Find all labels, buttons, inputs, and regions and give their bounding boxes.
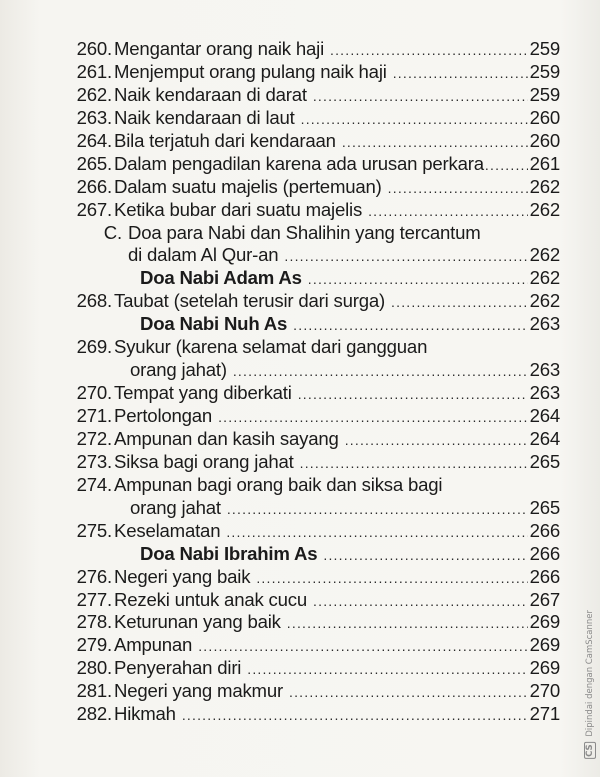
entry-title: di dalam Al Qur-an: [128, 244, 279, 266]
entry-page: 263: [529, 382, 560, 404]
dot-leader: [323, 544, 527, 567]
subsection-heading: [62, 267, 560, 290]
dot-leader: [287, 612, 528, 635]
entry-title: Negeri yang baik: [114, 565, 251, 587]
dot-leader: [313, 590, 528, 613]
entry-page: 264: [529, 405, 560, 426]
dot-leader: [342, 131, 528, 154]
toc-entry: [62, 382, 560, 405]
entry-page: 262: [529, 175, 560, 197]
entry-title: Pertolongan: [114, 405, 213, 426]
entry-title: Keselamatan: [114, 519, 221, 541]
entry-page: 262: [529, 290, 560, 312]
entry-title: Ampunan: [114, 634, 193, 656]
dot-leader: [256, 567, 527, 590]
entry-page: 259: [529, 83, 560, 105]
entry-number: 268.: [76, 290, 112, 312]
dot-leader: [293, 314, 527, 337]
entry-page: 271: [529, 703, 560, 725]
dot-leader: [345, 429, 528, 452]
toc-entry: [62, 611, 560, 634]
toc-entry-continuation: [62, 497, 560, 520]
dot-leader: [233, 360, 528, 383]
toc-entry: [62, 130, 560, 153]
entry-number: 263.: [76, 106, 112, 128]
toc-entry: [62, 474, 560, 497]
section-title: Doa para Nabi dan Shalihin yang tercantum: [128, 221, 481, 243]
watermark-text: Dipindai dengan CamScanner: [585, 610, 595, 737]
entry-title: Ketika bubar dari suatu majelis: [114, 198, 363, 220]
entry-page: 262: [529, 198, 560, 220]
dot-leader: [308, 268, 528, 291]
entry-page: 263: [529, 313, 560, 335]
entry-number: 265.: [76, 152, 112, 174]
entry-title: Hikmah: [114, 703, 176, 725]
toc-entry: [62, 336, 560, 359]
entry-number: 261.: [76, 60, 112, 82]
dot-leader: [393, 62, 528, 85]
entry-title: orang jahat): [130, 359, 227, 381]
dot-leader: [298, 383, 528, 406]
entry-number: 280.: [76, 657, 112, 679]
dot-leader: [198, 635, 527, 658]
toc-entry: [62, 199, 560, 222]
entry-page: 265: [529, 450, 560, 472]
entry-title: Tempat yang diberkati: [114, 382, 292, 404]
toc-entry: [62, 405, 560, 428]
entry-page: 259: [529, 38, 560, 59]
entry-number: 269.: [76, 336, 112, 358]
entry-number: 271.: [76, 405, 112, 426]
entry-title: Penyerahan diri: [114, 657, 242, 679]
entry-title: Keturunan yang baik: [114, 611, 281, 633]
subsection-title: Doa Nabi Nuh As: [140, 313, 288, 335]
dot-leader: [247, 658, 527, 681]
entry-page: 266: [529, 519, 560, 541]
entry-page: 264: [529, 427, 560, 449]
entry-title: Rezeki untuk anak cucu: [114, 588, 308, 610]
dot-leader: [301, 108, 528, 131]
toc-entry: [62, 680, 560, 703]
entry-title: Negeri yang makmur: [114, 680, 283, 702]
entry-number: 274.: [76, 473, 112, 495]
entry-page: 260: [529, 106, 560, 128]
entry-page: 267: [529, 588, 560, 610]
entry-number: 277.: [76, 588, 112, 610]
entry-number: 272.: [76, 427, 112, 449]
toc-entry-continuation: [62, 244, 560, 267]
toc-entry: [62, 61, 560, 84]
toc-entry: [62, 38, 560, 61]
subsection-heading: [62, 313, 560, 336]
dot-leader: [289, 681, 528, 704]
entry-page: 261: [529, 152, 560, 174]
entry-title: Naik kendaraan di laut: [114, 106, 295, 128]
entry-page: 263: [529, 359, 560, 381]
entry-page: 259: [529, 60, 560, 82]
dot-leader: [330, 39, 528, 62]
dot-leader: [227, 498, 528, 521]
entry-number: 262.: [76, 83, 112, 105]
dot-leader: [226, 521, 527, 544]
entry-number: 282.: [76, 703, 112, 725]
entry-title: Ampunan bagi orang baik dan siksa bagi: [114, 473, 443, 495]
entry-page: 262: [529, 244, 560, 266]
entry-number: 266.: [76, 175, 112, 197]
entry-title: Ampunan dan kasih sayang: [114, 427, 339, 449]
entry-number: 270.: [76, 382, 112, 404]
entry-number: 275.: [76, 519, 112, 541]
entry-number: 279.: [76, 634, 112, 656]
toc-entry: [62, 657, 560, 680]
entry-title: Syukur (karena selamat dari gangguan: [114, 336, 428, 358]
entry-page: 269: [529, 634, 560, 656]
toc-entry: [62, 176, 560, 199]
entry-title: orang jahat: [130, 496, 221, 518]
entry-page: 265: [529, 496, 560, 518]
toc-entry: [62, 634, 560, 657]
entry-number: 264.: [76, 129, 112, 151]
subsection-title: Doa Nabi Adam As: [140, 267, 302, 289]
entry-title: Siksa bagi orang jahat: [114, 450, 294, 472]
entry-number: 260.: [76, 38, 112, 59]
section-heading: [62, 222, 560, 245]
toc-entry: [62, 589, 560, 612]
toc-entry: [62, 428, 560, 451]
entry-page: 270: [529, 680, 560, 702]
toc-entry-continuation: [62, 359, 560, 382]
dot-leader: [313, 85, 528, 108]
entry-number: 267.: [76, 198, 112, 220]
entry-title: Naik kendaraan di darat: [114, 83, 307, 105]
toc-entry: [62, 566, 560, 589]
entry-number: 273.: [76, 450, 112, 472]
dot-leader: [388, 177, 528, 200]
entry-number: 276.: [76, 565, 112, 587]
entry-title: Bila terjatuh dari kendaraan: [114, 129, 336, 151]
entry-title: Menjemput orang pulang naik haji: [114, 60, 387, 82]
toc-entry: [62, 290, 560, 313]
subsection-heading: [62, 543, 560, 566]
entry-number: 281.: [76, 680, 112, 702]
camscanner-icon: CS: [585, 744, 595, 757]
table-of-contents: [62, 38, 560, 726]
section-letter: C.: [103, 221, 122, 243]
dot-leader: [368, 200, 528, 223]
dot-leader: [485, 154, 528, 177]
entry-title: Mengantar orang naik haji: [114, 38, 324, 59]
entry-page: 266: [529, 542, 560, 564]
entry-page: 260: [529, 129, 560, 151]
dot-leader: [300, 452, 528, 475]
toc-entry: [62, 520, 560, 543]
dot-leader: [284, 245, 527, 268]
toc-entry: [62, 451, 560, 474]
entry-page: 269: [529, 657, 560, 679]
scanner-watermark: [584, 610, 596, 759]
entry-title: Dalam suatu majelis (pertemuan): [114, 175, 382, 197]
entry-title: Dalam pengadilan karena ada urusan perkara: [114, 152, 484, 174]
subsection-title: Doa Nabi Ibrahim As: [140, 542, 318, 564]
entry-number: 278.: [76, 611, 112, 633]
toc-entry: [62, 153, 560, 176]
entry-page: 262: [529, 267, 560, 289]
entry-page: 269: [529, 611, 560, 633]
toc-entry: [62, 107, 560, 130]
toc-entry: [62, 703, 560, 726]
entry-page: 266: [529, 565, 560, 587]
entry-title: Taubat (setelah terusir dari surga): [114, 290, 386, 312]
dot-leader: [391, 291, 528, 314]
toc-entry: [62, 84, 560, 107]
dot-leader: [182, 704, 528, 727]
dot-leader: [218, 406, 527, 429]
